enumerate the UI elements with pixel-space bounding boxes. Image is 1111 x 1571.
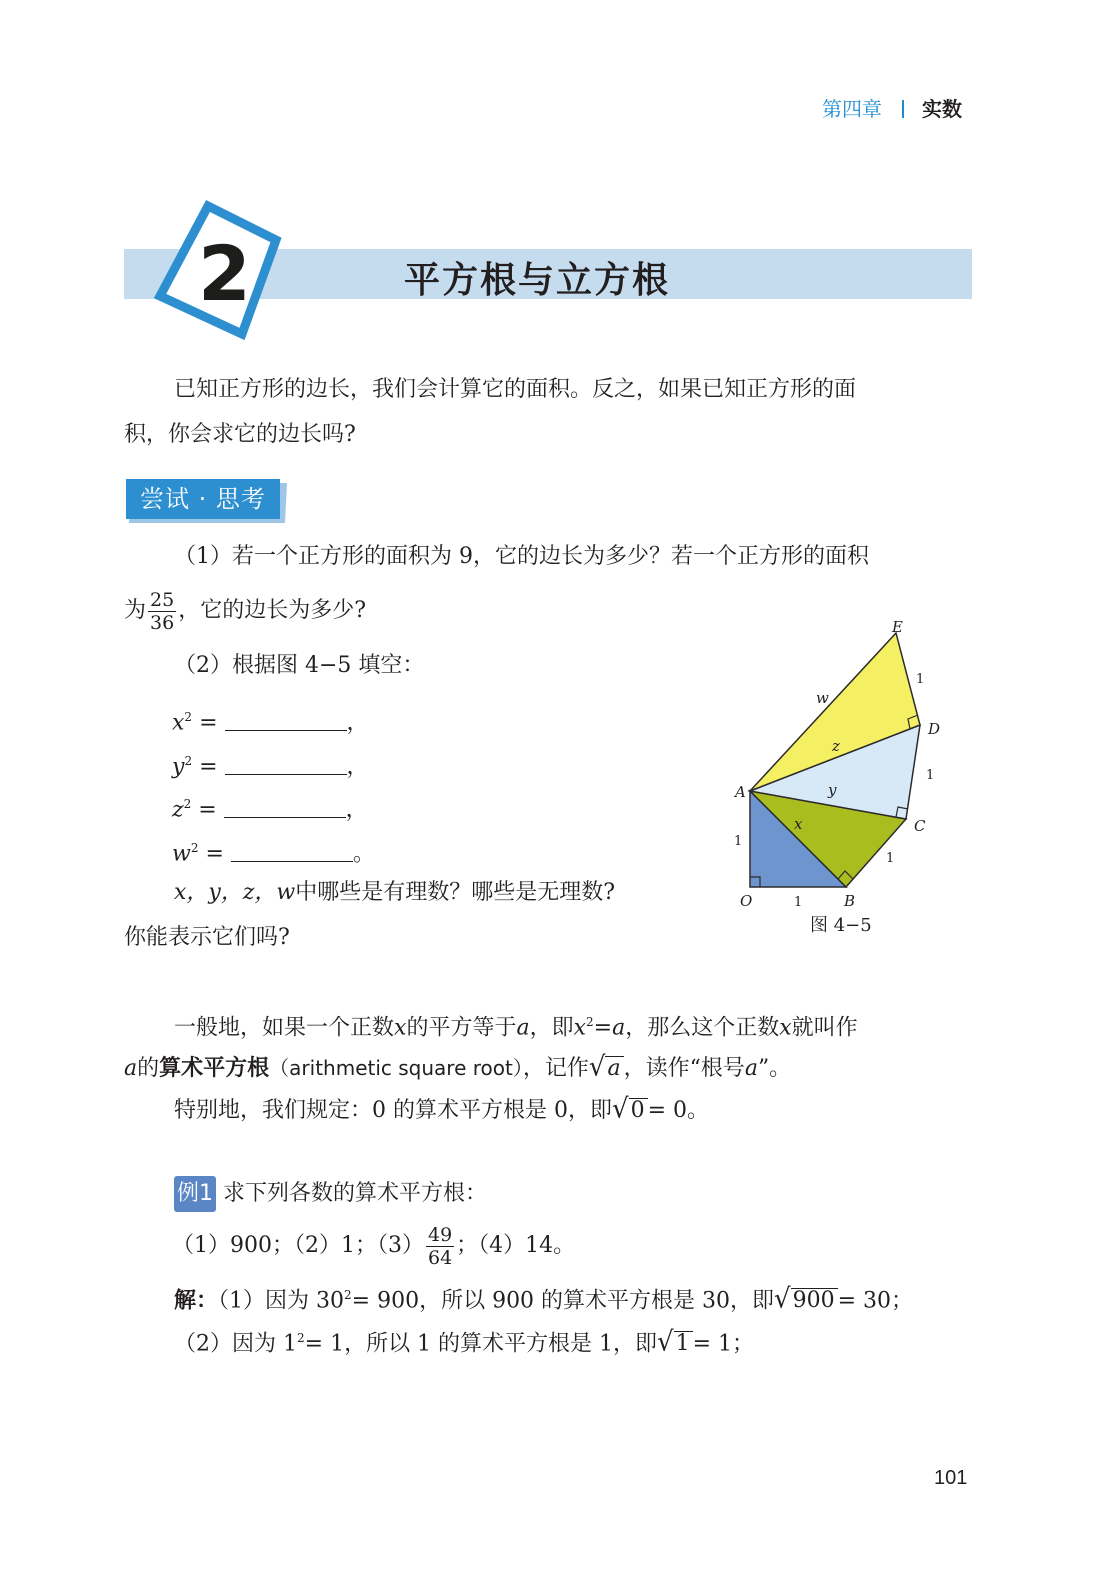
label-y: y xyxy=(828,781,837,799)
var-x: x xyxy=(172,710,185,736)
equals: = xyxy=(593,1015,613,1041)
example-items-text: ；（4）14。 xyxy=(456,1233,576,1258)
page-number: 101 xyxy=(934,1467,968,1489)
definition-term: 算术平方根 xyxy=(159,1055,270,1081)
label-E: E xyxy=(892,618,903,636)
variable-list: x，y，z，w xyxy=(174,880,296,905)
def-text: ，读作“根号 xyxy=(623,1056,745,1081)
question-2: （2）根据图 4−5 填空： xyxy=(174,653,425,678)
sqrt-a xyxy=(589,1046,624,1091)
fraction-numerator: 25 xyxy=(150,588,175,611)
var: a xyxy=(516,1015,530,1041)
radical-sign: √ xyxy=(774,1283,791,1316)
sqrt-900 xyxy=(774,1278,838,1323)
figure-4-5 xyxy=(730,615,970,935)
sqrt-0 xyxy=(612,1088,648,1133)
label-one-CB: 1 xyxy=(886,851,895,866)
badge-label: 尝试 · 思考 xyxy=(126,479,280,519)
def-text: ，那么这个正数 xyxy=(625,1015,780,1041)
q1-prefix: 为 xyxy=(124,598,147,623)
answer-blank-z[interactable] xyxy=(224,796,346,818)
fill-row-x xyxy=(172,695,369,745)
var: x xyxy=(573,1015,587,1041)
sqrt-1 xyxy=(657,1321,693,1366)
example-prompt: 求下列各数的算术平方根： xyxy=(223,1181,488,1206)
sol-text: = 1，所以 1 的算术平方根是 1，即 xyxy=(304,1331,658,1357)
exp: 2 xyxy=(190,841,199,855)
label-x: x xyxy=(794,815,803,833)
def-text: ，记作 xyxy=(522,1056,589,1081)
radical-sign: √ xyxy=(657,1326,674,1359)
header-divider xyxy=(902,100,904,118)
label-D: D xyxy=(928,720,941,738)
equals: = xyxy=(199,754,218,780)
punct: ， xyxy=(346,710,369,736)
example-items-text: （1）900；（2）1；（3） xyxy=(172,1233,424,1258)
question-1-line-2 xyxy=(124,586,366,636)
exp: 2 xyxy=(586,1015,594,1029)
radicand: 900 xyxy=(791,1288,838,1313)
exp: 2 xyxy=(297,1331,305,1345)
chapter-label: 第四章 xyxy=(822,97,882,121)
fill-row-w xyxy=(172,826,375,876)
question-3-line-1 xyxy=(174,870,615,915)
sol-text: （1）因为 30 xyxy=(218,1288,345,1314)
intro-line-2: 积，你会求它的边长吗? xyxy=(124,422,356,447)
definition-term-english: （arithmetic square root） xyxy=(269,1056,523,1080)
var: x xyxy=(394,1015,407,1041)
answer-blank-x[interactable] xyxy=(225,709,347,731)
section-number: 2 xyxy=(198,229,251,318)
punct: ， xyxy=(346,754,369,780)
equals: = xyxy=(198,797,217,823)
def-text: 就叫作 xyxy=(791,1015,858,1041)
answer-blank-y[interactable] xyxy=(225,753,347,775)
radical-sign: √ xyxy=(611,1093,629,1125)
radical-sign: √ xyxy=(588,1051,606,1083)
intro-line-1: 已知正方形的边长，我们会计算它的面积。反之，如果已知正方形的面 xyxy=(174,377,857,402)
sol-text: = 1； xyxy=(692,1331,755,1357)
def-text: 特别地，我们规定：0 的算术平方根是 0，即 xyxy=(174,1098,612,1123)
var-y: y xyxy=(172,754,185,780)
label-A: A xyxy=(735,783,746,801)
fraction-25-36 xyxy=(148,589,176,634)
fraction-denominator: 36 xyxy=(150,611,175,634)
def-text: 一般地，如果一个正数 xyxy=(174,1015,395,1041)
definition-line-1 xyxy=(174,1000,858,1050)
def-text: 的平方等于 xyxy=(406,1015,517,1041)
var: a xyxy=(612,1015,626,1041)
q1-suffix: ，它的边长为多少? xyxy=(178,598,366,623)
label-C: C xyxy=(914,817,926,835)
definition-line-2 xyxy=(124,1046,791,1091)
def-text: = 0。 xyxy=(647,1098,709,1123)
answer-blank-w[interactable] xyxy=(231,840,353,862)
solution-label: 解： xyxy=(174,1287,219,1314)
var-w: w xyxy=(172,841,191,867)
var: a xyxy=(124,1056,138,1081)
solution-line-2 xyxy=(174,1316,754,1366)
label-one-DC: 1 xyxy=(926,768,935,783)
question-3-line-2: 你能表示它们吗? xyxy=(124,925,290,950)
label-one-ED: 1 xyxy=(916,672,925,687)
sol-text: （2）因为 1 xyxy=(174,1331,297,1357)
def-text: ，即 xyxy=(529,1015,574,1041)
radicand: 1 xyxy=(674,1331,693,1356)
exp: 2 xyxy=(184,710,193,724)
radicand: 0 xyxy=(629,1098,648,1123)
label-w: w xyxy=(816,689,829,707)
exp: 2 xyxy=(344,1288,352,1302)
equals: = xyxy=(199,710,218,736)
exp: 2 xyxy=(183,797,192,811)
fraction-49-64 xyxy=(426,1224,454,1269)
label-one-AO: 1 xyxy=(734,834,743,849)
chapter-header xyxy=(822,93,962,123)
label-one-OB: 1 xyxy=(794,895,803,910)
example-items xyxy=(172,1218,575,1274)
exp: 2 xyxy=(184,754,193,768)
label-B: B xyxy=(844,892,856,910)
sol-text: = 30； xyxy=(837,1288,914,1314)
var: a xyxy=(744,1056,758,1081)
punct: 。 xyxy=(352,841,375,867)
fraction-denominator: 64 xyxy=(427,1246,453,1269)
equals: = xyxy=(205,841,224,867)
label-z: z xyxy=(832,737,840,755)
fraction-numerator: 49 xyxy=(427,1223,453,1246)
chapter-topic: 实数 xyxy=(922,97,962,121)
label-O: O xyxy=(740,892,753,910)
question-1-line-1: （1）若一个正方形的面积为 9，它的边长为多少？若一个正方形的面积 xyxy=(174,544,869,569)
def-text: ”。 xyxy=(757,1056,792,1081)
punct: ， xyxy=(345,797,368,823)
question-3-text: 中哪些是有理数？哪些是无理数? xyxy=(295,880,616,905)
var-z: z xyxy=(172,797,184,823)
sol-text: = 900，所以 900 的算术平方根是 30，即 xyxy=(351,1288,775,1314)
def-text: 的 xyxy=(137,1056,160,1081)
try-think-badge xyxy=(126,479,286,523)
section-title: 平方根与立方根 xyxy=(404,259,671,301)
radicand: a xyxy=(605,1056,623,1081)
definition-line-3 xyxy=(174,1088,709,1133)
fill-row-z xyxy=(172,782,368,832)
var: x xyxy=(779,1015,792,1041)
example-badge: 例1 xyxy=(174,1176,216,1212)
figure-caption: 图 4−5 xyxy=(810,915,872,935)
